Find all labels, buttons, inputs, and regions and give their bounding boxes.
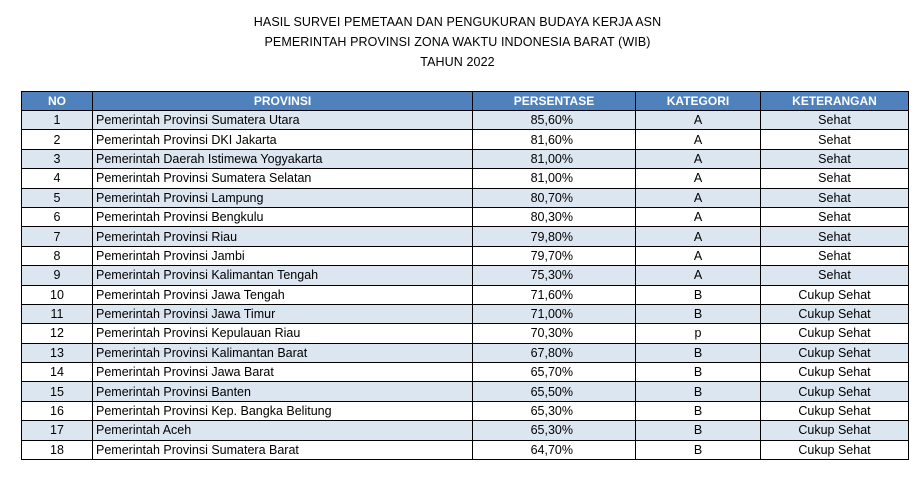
row-no-cell: 4 bbox=[22, 169, 93, 188]
row-persentase-cell: 65,30% bbox=[473, 421, 636, 440]
document-title bbox=[0, 12, 915, 72]
header-kategori: KATEGORI bbox=[636, 92, 761, 111]
row-persentase-cell: 67,80% bbox=[473, 343, 636, 362]
table-row bbox=[22, 207, 909, 226]
row-provinsi-cell: Pemerintah Provinsi Kepulauan Riau bbox=[93, 324, 473, 343]
row-no-cell: 18 bbox=[22, 440, 93, 459]
row-no-cell: 17 bbox=[22, 421, 93, 440]
row-no-cell: 3 bbox=[22, 149, 93, 168]
table-row bbox=[22, 169, 909, 188]
title-line-3: TAHUN 2022 bbox=[420, 55, 495, 69]
row-keterangan-cell: Sehat bbox=[761, 207, 909, 226]
row-keterangan-cell: Cukup Sehat bbox=[761, 363, 909, 382]
row-no-cell: 10 bbox=[22, 285, 93, 304]
row-keterangan-cell: Sehat bbox=[761, 188, 909, 207]
row-provinsi-cell: Pemerintah Provinsi Jawa Timur bbox=[93, 304, 473, 323]
row-kategori-cell: A bbox=[636, 266, 761, 285]
table-row bbox=[22, 285, 909, 304]
row-provinsi-cell: Pemerintah Provinsi Jawa Tengah bbox=[93, 285, 473, 304]
table-row bbox=[22, 188, 909, 207]
row-provinsi-cell: Pemerintah Provinsi Sumatera Barat bbox=[93, 440, 473, 459]
row-provinsi-cell: Pemerintah Provinsi Kep. Bangka Belitung bbox=[93, 401, 473, 420]
header-provinsi: PROVINSI bbox=[93, 92, 473, 111]
row-keterangan-cell: Sehat bbox=[761, 130, 909, 149]
row-provinsi-cell: Pemerintah Provinsi Lampung bbox=[93, 188, 473, 207]
header-persentase: PERSENTASE bbox=[473, 92, 636, 111]
row-kategori-cell: B bbox=[636, 401, 761, 420]
table-row bbox=[22, 382, 909, 401]
row-provinsi-cell: Pemerintah Aceh bbox=[93, 421, 473, 440]
row-persentase-cell: 80,30% bbox=[473, 207, 636, 226]
row-persentase-cell: 81,60% bbox=[473, 130, 636, 149]
survey-results-table bbox=[21, 91, 909, 460]
row-kategori-cell: A bbox=[636, 130, 761, 149]
row-kategori-cell: B bbox=[636, 382, 761, 401]
table-row bbox=[22, 401, 909, 420]
row-keterangan-cell: Cukup Sehat bbox=[761, 285, 909, 304]
title-line-1: HASIL SURVEI PEMETAAN DAN PENGUKURAN BUDAYA KERJA ASN bbox=[253, 15, 662, 29]
row-kategori-cell: A bbox=[636, 169, 761, 188]
table-row bbox=[22, 130, 909, 149]
row-persentase-cell: 65,50% bbox=[473, 382, 636, 401]
row-persentase-cell: 79,70% bbox=[473, 246, 636, 265]
row-kategori-cell: B bbox=[636, 421, 761, 440]
row-provinsi-cell: Pemerintah Provinsi Kalimantan Tengah bbox=[93, 266, 473, 285]
row-keterangan-cell: Sehat bbox=[761, 149, 909, 168]
table-row bbox=[22, 304, 909, 323]
row-provinsi-cell: Pemerintah Provinsi Bengkulu bbox=[93, 207, 473, 226]
row-no-cell: 14 bbox=[22, 363, 93, 382]
table-row bbox=[22, 440, 909, 459]
row-kategori-cell: A bbox=[636, 111, 761, 130]
row-provinsi-cell: Pemerintah Provinsi DKI Jakarta bbox=[93, 130, 473, 149]
row-no-cell: 12 bbox=[22, 324, 93, 343]
row-kategori-cell: A bbox=[636, 188, 761, 207]
row-keterangan-cell: Cukup Sehat bbox=[761, 324, 909, 343]
row-kategori-cell: B bbox=[636, 304, 761, 323]
row-persentase-cell: 75,30% bbox=[473, 266, 636, 285]
row-persentase-cell: 79,80% bbox=[473, 227, 636, 246]
row-persentase-cell: 80,70% bbox=[473, 188, 636, 207]
row-persentase-cell: 85,60% bbox=[473, 111, 636, 130]
row-no-cell: 8 bbox=[22, 246, 93, 265]
row-keterangan-cell: Cukup Sehat bbox=[761, 343, 909, 362]
row-no-cell: 11 bbox=[22, 304, 93, 323]
table-row bbox=[22, 246, 909, 265]
row-kategori-cell: A bbox=[636, 149, 761, 168]
row-no-cell: 5 bbox=[22, 188, 93, 207]
row-provinsi-cell: Pemerintah Provinsi Jambi bbox=[93, 246, 473, 265]
row-provinsi-cell: Pemerintah Provinsi Kalimantan Barat bbox=[93, 343, 473, 362]
row-kategori-cell: B bbox=[636, 285, 761, 304]
title-line-2: PEMERINTAH PROVINSI ZONA WAKTU INDONESIA BARAT (WIB) bbox=[264, 35, 651, 49]
table-row bbox=[22, 111, 909, 130]
row-kategori-cell: B bbox=[636, 363, 761, 382]
row-keterangan-cell: Cukup Sehat bbox=[761, 304, 909, 323]
row-kategori-cell: A bbox=[636, 227, 761, 246]
table-row bbox=[22, 227, 909, 246]
table-row bbox=[22, 421, 909, 440]
row-persentase-cell: 64,70% bbox=[473, 440, 636, 459]
row-persentase-cell: 70,30% bbox=[473, 324, 636, 343]
row-keterangan-cell: Cukup Sehat bbox=[761, 401, 909, 420]
table-header-row bbox=[22, 92, 909, 111]
table-row bbox=[22, 266, 909, 285]
row-keterangan-cell: Cukup Sehat bbox=[761, 421, 909, 440]
row-persentase-cell: 71,60% bbox=[473, 285, 636, 304]
row-no-cell: 6 bbox=[22, 207, 93, 226]
row-provinsi-cell: Pemerintah Provinsi Riau bbox=[93, 227, 473, 246]
row-keterangan-cell: Sehat bbox=[761, 169, 909, 188]
row-provinsi-cell: Pemerintah Daerah Istimewa Yogyakarta bbox=[93, 149, 473, 168]
row-persentase-cell: 81,00% bbox=[473, 169, 636, 188]
table-row bbox=[22, 363, 909, 382]
row-keterangan-cell: Sehat bbox=[761, 246, 909, 265]
row-no-cell: 15 bbox=[22, 382, 93, 401]
row-no-cell: 13 bbox=[22, 343, 93, 362]
row-no-cell: 7 bbox=[22, 227, 93, 246]
header-keterangan: KETERANGAN bbox=[761, 92, 909, 111]
row-persentase-cell: 65,70% bbox=[473, 363, 636, 382]
table-row bbox=[22, 324, 909, 343]
table-row bbox=[22, 343, 909, 362]
row-keterangan-cell: Sehat bbox=[761, 266, 909, 285]
row-kategori-cell: p bbox=[636, 324, 761, 343]
row-provinsi-cell: Pemerintah Provinsi Sumatera Utara bbox=[93, 111, 473, 130]
row-keterangan-cell: Cukup Sehat bbox=[761, 440, 909, 459]
row-keterangan-cell: Cukup Sehat bbox=[761, 382, 909, 401]
row-no-cell: 1 bbox=[22, 111, 93, 130]
row-no-cell: 2 bbox=[22, 130, 93, 149]
row-persentase-cell: 65,30% bbox=[473, 401, 636, 420]
row-kategori-cell: A bbox=[636, 207, 761, 226]
row-persentase-cell: 81,00% bbox=[473, 149, 636, 168]
row-kategori-cell: B bbox=[636, 440, 761, 459]
row-kategori-cell: B bbox=[636, 343, 761, 362]
row-provinsi-cell: Pemerintah Provinsi Banten bbox=[93, 382, 473, 401]
row-persentase-cell: 71,00% bbox=[473, 304, 636, 323]
row-keterangan-cell: Sehat bbox=[761, 111, 909, 130]
table-body bbox=[22, 111, 909, 460]
row-no-cell: 9 bbox=[22, 266, 93, 285]
row-provinsi-cell: Pemerintah Provinsi Jawa Barat bbox=[93, 363, 473, 382]
header-no: NO bbox=[22, 92, 93, 111]
row-no-cell: 16 bbox=[22, 401, 93, 420]
row-provinsi-cell: Pemerintah Provinsi Sumatera Selatan bbox=[93, 169, 473, 188]
row-keterangan-cell: Sehat bbox=[761, 227, 909, 246]
table-row bbox=[22, 149, 909, 168]
row-kategori-cell: A bbox=[636, 246, 761, 265]
